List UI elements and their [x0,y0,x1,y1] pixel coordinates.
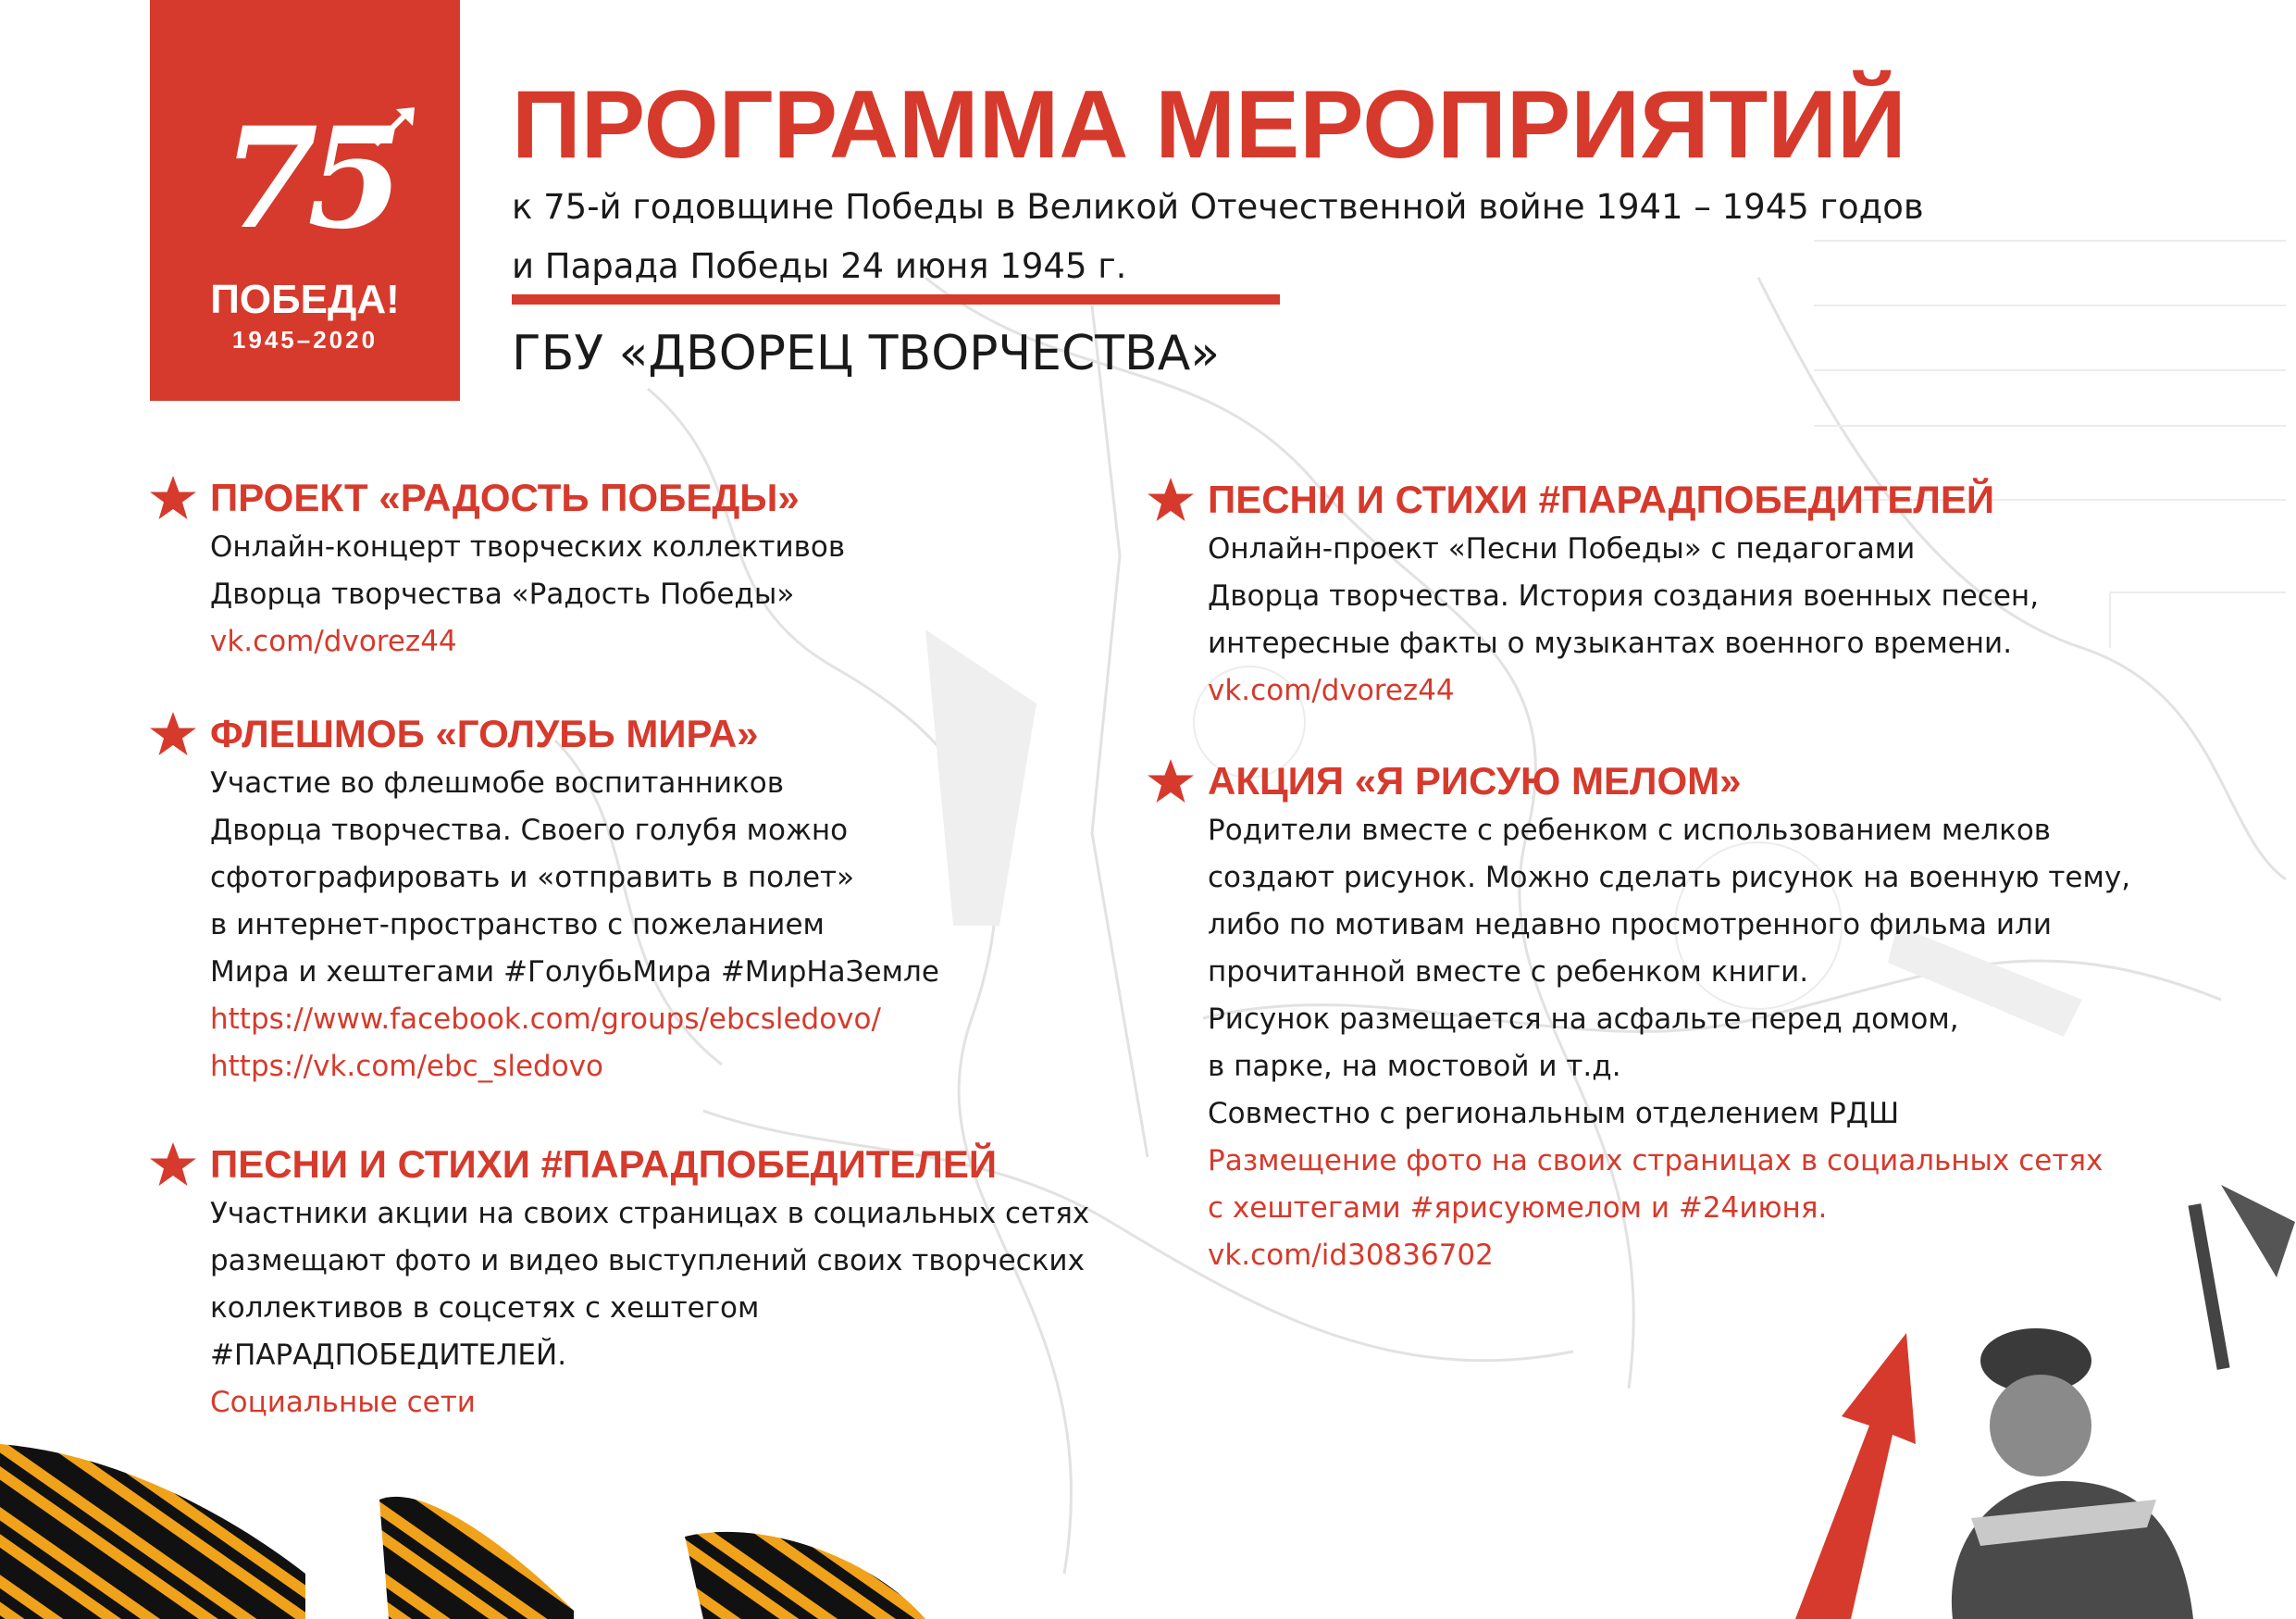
section-text: Дворца творчества «Радость Победы» [210,578,795,611]
section-text: Совместно с региональным отделением РДШ [1208,1097,1900,1130]
header-divider [512,294,1280,305]
section-text: Мира и хештегами #ГолубьМира #МирНаЗемле [210,955,939,989]
section-link[interactable]: https://vk.com/ebc_sledovo [210,1050,604,1083]
logo-arrow-icon [372,104,418,150]
section-link[interactable]: vk.com/dvorez44 [210,625,457,658]
page-title: ПРОГРАММА МЕРОПРИЯТИЙ [512,71,1906,179]
section-title: ФЛЕШМОБ «ГОЛУБЬ МИРА» [210,712,759,755]
star-icon [1146,757,1196,807]
section-paradpobediteley-left [148,1139,1089,1426]
logo-years: 1945–2020 [231,326,379,354]
section-text: Рисунок размещается на асфальте перед домом, [1208,1003,1959,1036]
star-icon [148,710,198,760]
logo-word: ПОБЕДА! [210,277,400,322]
section-text: Дворца творчества. Своего голубя можно [210,814,849,847]
section-title: АКЦИЯ «Я РИСУЮ МЕЛОМ» [1208,759,1742,803]
section-paradpobediteley-right [1146,474,2039,715]
subtitle-line-1: к 75-й годовщине Победы в Великой Отечественной войне 1941 – 1945 годов [512,187,1924,227]
section-link[interactable]: Социальные сети [210,1386,476,1419]
section-link[interactable]: https://www.facebook.com/groups/ebcsledovo/ [210,1003,881,1036]
star-icon [148,1140,198,1190]
star-icon [1146,476,1196,526]
section-title: ПЕСНИ И СТИХИ #ПАРАДПОБЕДИТЕЛЕЙ [1208,478,1995,521]
section-text: Участники акции на своих страницах в социальных сетях [210,1197,1090,1230]
section-title: ПРОЕКТ «РАДОСТЬ ПОБЕДЫ» [210,476,800,519]
st-george-ribbon [0,1426,1203,1619]
section-text: с хештегами #ярисуюмелом и #24июня. [1208,1191,1828,1225]
section-text: коллективов в соцсетях с хештегом [210,1291,760,1325]
logo-number: 75 [221,97,393,260]
victory-arrow-figure [1758,1148,2296,1619]
section-title: ПЕСНИ И СТИХИ #ПАРАДПОБЕДИТЕЛЕЙ [210,1142,998,1186]
section-text: в интернет-пространство с пожеланием [210,908,825,941]
section-text: в парке, на мостовой и т.д. [1208,1050,1621,1083]
organization-name: ГБУ «ДВОРЕЦ ТВОРЧЕСТВА» [512,326,1221,381]
section-golub-mira [148,708,939,1090]
subtitle-line-2: и Парада Победы 24 июня 1945 г. [512,246,1127,286]
section-text: Онлайн-концерт творческих коллективов [210,530,846,564]
section-link[interactable]: vk.com/dvorez44 [1208,674,1455,707]
victory-75-logo [150,0,460,401]
section-text: прочитанной вместе с ребенком книги. [1208,955,1809,989]
section-text: интересные факты о музыкантах военного времени. [1208,627,2013,660]
section-text: Родители вместе с ребенком с использованием мелков [1208,814,2052,847]
section-text: сфотографировать и «отправить в полет» [210,861,855,894]
section-link[interactable]: vk.com/id30836702 [1208,1239,1494,1272]
section-text: размещают фото и видео выступлений своих творческих [210,1244,1085,1277]
section-radost-pobedy [148,472,845,666]
section-text: либо по мотивам недавно просмотренного фильма или [1208,908,2052,941]
star-icon [148,474,198,524]
section-text: Дворца творчества. История создания военных песен, [1208,579,2040,613]
page-subtitle [512,178,1992,296]
section-text: создают рисунок. Можно сделать рисунок на военную тему, [1208,861,2131,894]
section-text: Онлайн-проект «Песни Победы» с педагогами [1208,532,1916,566]
section-text: Размещение фото на своих страницах в социальных сетях [1208,1144,2104,1177]
section-text: Участие во флешмобе воспитанников [210,766,785,800]
section-text: #ПАРАДПОБЕДИТЕЛЕЙ. [210,1339,567,1372]
